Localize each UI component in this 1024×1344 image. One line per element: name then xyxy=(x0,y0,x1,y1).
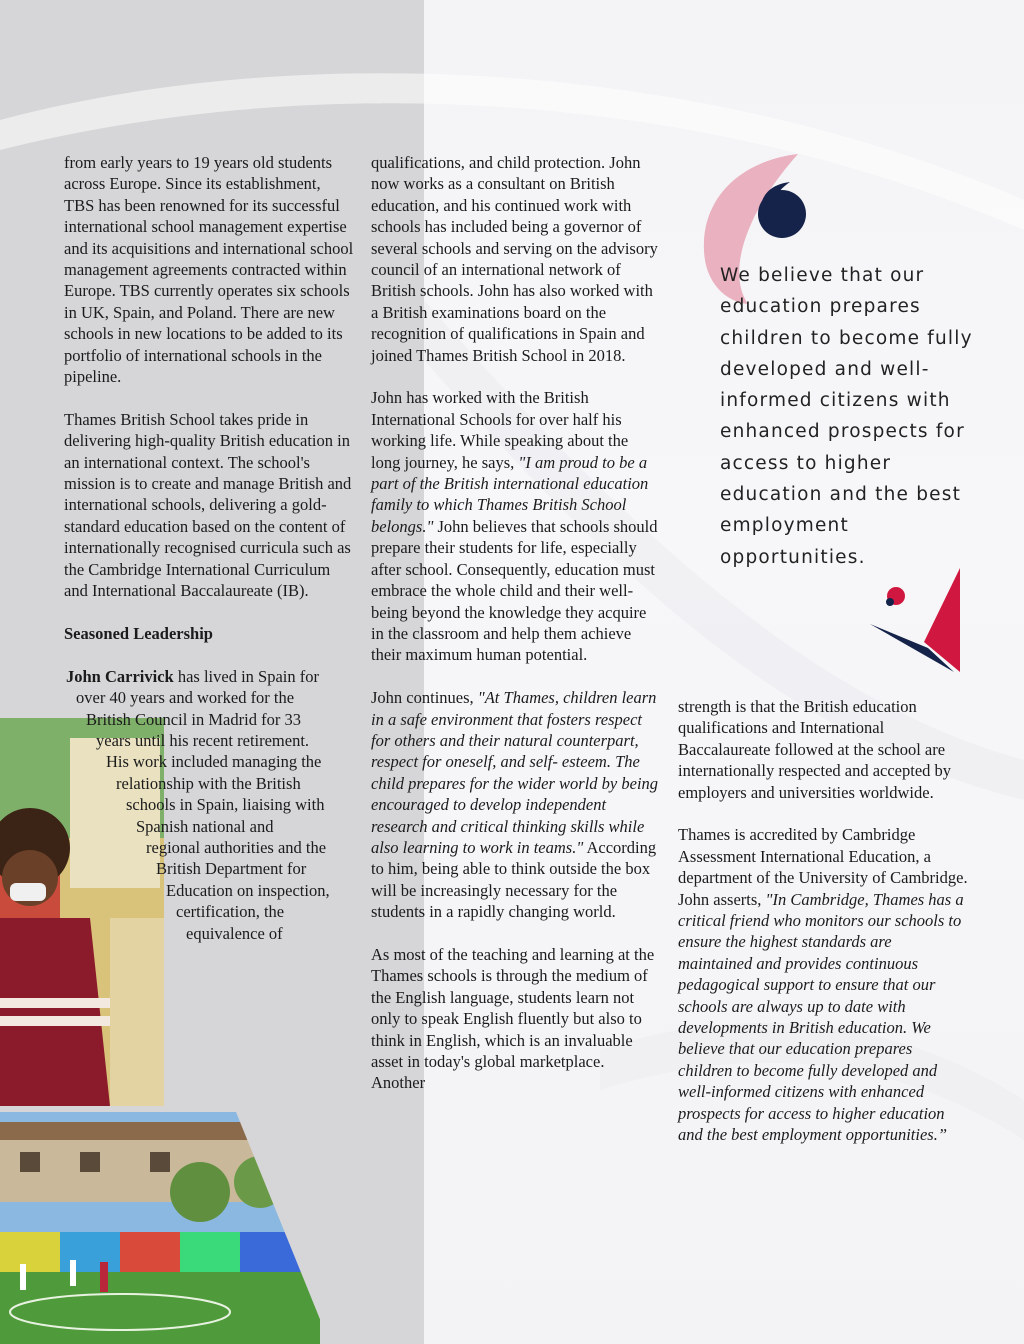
section-heading: Seasoned Leadership xyxy=(64,623,213,643)
staggered-line-4: years until his recent retirement. xyxy=(96,730,310,750)
column-3 xyxy=(678,696,968,1167)
col2-p3-quote: "At Thames, children learn in a safe environment that fosters respect for others and their natural counterpart, respect for oneself, and self- esteem. The child prepares for the wider world by being encouraged to develop independent research and critical thinking skills while also learning to work in teams." xyxy=(371,688,659,857)
pull-quote: We believe that our education prepares children to become fully developed and well-informed citizens with enhanced prospects for access to higher education and the best employment opportunities. xyxy=(720,265,973,568)
col3-paragraph-2 xyxy=(678,824,968,1145)
staggered-line-3: British Council in Madrid for 33 xyxy=(86,709,301,729)
col3-paragraph-1: strength is that the British education qualifications and International Baccalaureate followed at the school are internationally respected and accepted by employers and universities worldwide. xyxy=(678,697,952,802)
col2-paragraph-2 xyxy=(371,387,661,665)
col3-p2-text-a: Thames is accredited by Cambridge Assessment International Education, a department of the University of Cambridge. John asserts, xyxy=(678,825,968,909)
staggered-line-12: certification, the xyxy=(176,902,285,922)
col2-p3-text-a: John continues, xyxy=(371,688,478,708)
staggered-line-7: schools in Spain, liaising with xyxy=(126,795,325,815)
school-logo-icon xyxy=(866,566,962,676)
col1-staggered-paragraph xyxy=(64,666,354,944)
staggered-line-8: Spanish national and xyxy=(136,816,274,836)
col3-p2-quote: "In Cambridge, Thames has a critical friend who monitors our schools to ensure the highest standards are maintained and provides continuous pedagogical support to ensure that our schools are always up to date with developments in British education. We believe that our education prepares children to become fully developed and well-informed citizens with enhanced prospects for access to higher education and the best employment opportunities.” xyxy=(678,889,964,1145)
col1-paragraph-2: Thames British School takes pride in delivering high-quality British education in an international context. The school's mission is to create and manage British and international schools, delivering a gold-standard education based on the content of internationally recognised curricula such as the Cambridge International Curriculum and International Baccalaureate (IB). xyxy=(64,409,352,601)
staggered-line-13: equivalence of xyxy=(186,923,283,943)
person-name: John Carrivick xyxy=(66,666,174,686)
col2-p2-text-b: John believes that schools should prepare their students for life, especially after school. Consequently, education must embrace the whole child and their well-being beyond the knowledge they acquire in the classroom and help them achieve their maximum human potential. xyxy=(371,516,658,665)
column-2 xyxy=(371,152,661,1115)
staggered-line-9: regional authorities and the xyxy=(146,837,327,857)
staggered-line-11: Education on inspection, xyxy=(166,880,330,900)
staggered-line-2: over 40 years and worked for the xyxy=(76,688,295,708)
col2-paragraph-1: qualifications, and child protection. John now works as a consultant on British education, and his continued work with schools has included being a governor of several schools and serving on the advisory council of an international network of British schools. John has also worked with a British examinations board on the recognition of qualifications in Spain and joined Thames British School in 2018. xyxy=(371,153,658,365)
staggered-line-1-text: has lived in Spain for xyxy=(173,666,319,686)
staggered-line-5: His work included managing the xyxy=(106,752,322,772)
col2-paragraph-4: As most of the teaching and learning at the Thames schools is through the medium of the English language, students learn not only to speak English fluently but also to think in English, which is an invaluable asset in today's global marketplace. Another xyxy=(371,944,655,1093)
col2-p2-text-a: John has worked with the British International Schools for over half his working life. While speaking about the long journey, he says, xyxy=(371,388,629,472)
col2-paragraph-3 xyxy=(371,687,661,922)
staggered-line-1 xyxy=(66,666,354,687)
col1-paragraph-1: from early years to 19 years old students across Europe. Since its establishment, TBS has been renowned for its successful international school management expertise and its acquisitions and international school management agreements contracted within Europe. TBS currently operates six schools in UK, Spain, and Poland. There are new schools in new locations to be added to its portfolio of international schools in the pipeline. xyxy=(64,153,354,387)
staggered-line-10: British Department for xyxy=(156,859,307,879)
column-1 xyxy=(64,152,354,944)
staggered-line-6: relationship with the British xyxy=(116,773,301,793)
col2-p2-quote: "I am proud to be a part of the British international education family to which Thames British School belongs." xyxy=(371,452,649,536)
col2-p3-text-b: According to him, being able to think outside the box will be increasingly necessary for the students in a rapidly changing world. xyxy=(371,837,657,922)
